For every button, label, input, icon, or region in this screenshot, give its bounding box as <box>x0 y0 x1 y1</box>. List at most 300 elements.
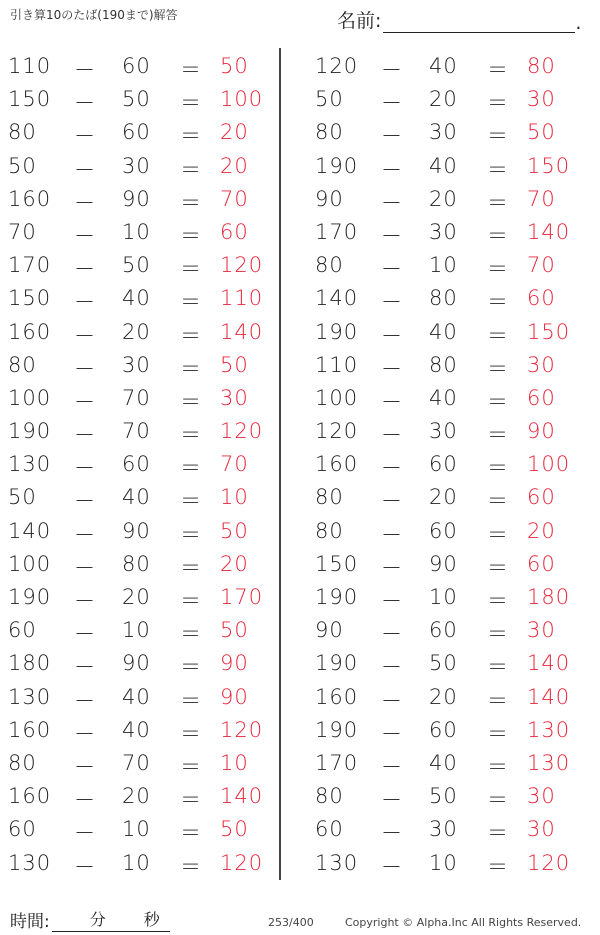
subtrahend: 50 <box>122 87 151 112</box>
subtrahend: 90 <box>429 551 458 576</box>
equals-sign: ＝ <box>180 356 202 381</box>
subtrahend: 30 <box>122 153 151 178</box>
equals-sign: ＝ <box>180 58 202 82</box>
equals-sign: ＝ <box>180 456 202 481</box>
equals-sign: ＝ <box>487 721 509 746</box>
minus-sign: － <box>381 91 403 116</box>
equals-sign: ＝ <box>487 323 509 348</box>
minuend: 170 <box>315 219 359 244</box>
minus-sign: － <box>381 721 403 746</box>
column-divider <box>279 48 281 880</box>
equals-sign: ＝ <box>487 522 509 547</box>
minuend: 170 <box>315 750 359 775</box>
minuend: 80 <box>8 352 37 377</box>
minus-sign: － <box>74 389 96 414</box>
problem-row <box>307 114 587 147</box>
seconds-label: 秒 <box>143 910 160 929</box>
subtrahend: 20 <box>429 485 458 510</box>
problem-row <box>0 446 280 479</box>
problem-row <box>0 280 280 313</box>
subtrahend: 30 <box>429 219 458 244</box>
subtrahend: 50 <box>122 253 151 278</box>
answer: 110 <box>220 286 264 311</box>
minuend: 150 <box>8 286 52 311</box>
name-end-dot: . <box>575 12 582 34</box>
answer: 50 <box>220 618 249 643</box>
problem-row <box>0 745 280 778</box>
answer: 30 <box>220 385 249 410</box>
minus-sign: － <box>74 323 96 348</box>
problem-row <box>0 579 280 612</box>
problem-row <box>307 513 587 546</box>
minus-sign: － <box>74 456 96 481</box>
equals-sign: ＝ <box>487 854 509 879</box>
minuend: 190 <box>8 585 52 609</box>
minuend: 160 <box>8 717 52 742</box>
problem-row <box>307 148 587 181</box>
minus-sign: － <box>74 655 96 680</box>
subtrahend: 20 <box>122 319 151 344</box>
minus-sign: － <box>74 555 96 580</box>
minus-sign: － <box>381 190 403 215</box>
minuend: 150 <box>315 551 359 576</box>
time-label: 時間: <box>10 912 50 932</box>
minuend: 50 <box>315 87 344 112</box>
minus-sign: － <box>74 622 96 647</box>
equals-sign: ＝ <box>487 190 509 215</box>
minus-sign: － <box>74 157 96 182</box>
answer: 120 <box>220 850 264 875</box>
subtrahend: 60 <box>122 120 151 145</box>
subtrahend: 60 <box>122 452 151 477</box>
equals-sign: ＝ <box>180 190 202 215</box>
answer: 100 <box>220 87 264 112</box>
problem-row <box>0 81 280 114</box>
subtrahend: 80 <box>122 551 151 576</box>
equals-sign: ＝ <box>180 124 202 149</box>
problem-row <box>0 645 280 678</box>
minus-sign: － <box>381 821 403 846</box>
equals-sign: ＝ <box>487 788 509 813</box>
subtrahend: 40 <box>122 485 151 510</box>
equals-sign: ＝ <box>180 91 202 116</box>
problem-row <box>0 513 280 546</box>
minuend: 80 <box>8 120 37 145</box>
problem-row <box>0 712 280 745</box>
problem-row <box>307 81 587 114</box>
minus-sign: － <box>381 290 403 315</box>
minuend: 180 <box>8 651 52 676</box>
answer: 120 <box>220 717 264 742</box>
equals-sign: ＝ <box>487 389 509 414</box>
minuend: 90 <box>315 618 344 643</box>
minuend: 90 <box>315 186 344 211</box>
subtrahend: 20 <box>122 784 151 809</box>
answer: 100 <box>527 452 571 477</box>
minuend: 50 <box>8 153 37 178</box>
subtrahend: 30 <box>429 419 458 444</box>
minus-sign: － <box>74 688 96 713</box>
problem-row <box>0 347 280 380</box>
minus-sign: － <box>74 223 96 248</box>
minus-sign: － <box>381 688 403 713</box>
minuend: 190 <box>315 651 359 676</box>
subtrahend: 90 <box>122 518 151 543</box>
problem-row <box>307 247 587 280</box>
equals-sign: ＝ <box>180 389 202 414</box>
minuend: 80 <box>8 750 37 775</box>
problem-row <box>0 479 280 512</box>
minuend: 120 <box>315 54 359 78</box>
minuend: 130 <box>8 452 52 477</box>
equals-sign: ＝ <box>487 655 509 680</box>
subtrahend: 60 <box>429 717 458 742</box>
minuend: 130 <box>8 684 52 709</box>
minus-sign: － <box>74 91 96 116</box>
minus-sign: － <box>381 58 403 82</box>
minus-sign: － <box>381 257 403 282</box>
equals-sign: ＝ <box>180 589 202 613</box>
equals-sign: ＝ <box>487 423 509 448</box>
problem-row <box>307 845 587 878</box>
minus-sign: － <box>381 356 403 381</box>
minus-sign: － <box>381 157 403 182</box>
answer: 150 <box>527 319 571 344</box>
minus-sign: － <box>381 589 403 613</box>
problem-row <box>307 314 587 347</box>
answer: 140 <box>527 219 571 244</box>
answer: 20 <box>220 153 249 178</box>
equals-sign: ＝ <box>487 622 509 647</box>
subtrahend: 90 <box>122 186 151 211</box>
answer: 140 <box>527 651 571 676</box>
problem-row <box>307 645 587 678</box>
subtrahend: 30 <box>122 352 151 377</box>
problem-row <box>0 413 280 446</box>
equals-sign: ＝ <box>487 290 509 315</box>
minus-sign: － <box>74 821 96 846</box>
answer: 170 <box>220 585 264 609</box>
subtrahend: 60 <box>429 618 458 643</box>
subtrahend: 20 <box>429 684 458 709</box>
minus-sign: － <box>74 290 96 315</box>
subtrahend: 20 <box>429 87 458 112</box>
answer: 130 <box>527 750 571 775</box>
subtrahend: 40 <box>429 319 458 344</box>
equals-sign: ＝ <box>487 58 509 82</box>
problem-row <box>307 446 587 479</box>
problem-row <box>307 612 587 645</box>
answer: 70 <box>220 186 249 211</box>
minuend: 60 <box>8 618 37 643</box>
subtrahend: 50 <box>429 651 458 676</box>
problem-row <box>0 679 280 712</box>
answer: 30 <box>527 352 556 377</box>
minus-sign: － <box>381 323 403 348</box>
answer: 50 <box>220 352 249 377</box>
equals-sign: ＝ <box>487 821 509 846</box>
answer: 30 <box>527 618 556 643</box>
minus-sign: － <box>74 124 96 149</box>
name-label: 名前: <box>337 10 382 32</box>
subtrahend: 40 <box>122 717 151 742</box>
minus-sign: － <box>381 124 403 149</box>
minuend: 150 <box>8 87 52 112</box>
subtrahend: 10 <box>429 253 458 278</box>
minus-sign: － <box>74 423 96 448</box>
equals-sign: ＝ <box>180 655 202 680</box>
minus-sign: － <box>74 754 96 779</box>
subtrahend: 20 <box>122 585 151 609</box>
minuend: 100 <box>8 551 52 576</box>
answer: 60 <box>527 286 556 311</box>
problem-row <box>0 845 280 878</box>
equals-sign: ＝ <box>487 124 509 149</box>
minus-sign: － <box>381 655 403 680</box>
minuend: 50 <box>8 485 37 510</box>
answer: 120 <box>527 850 571 875</box>
answer: 90 <box>527 419 556 444</box>
minuend: 160 <box>8 186 52 211</box>
subtrahend: 60 <box>122 54 151 78</box>
minus-sign: － <box>74 589 96 613</box>
subtrahend: 20 <box>429 186 458 211</box>
minus-sign: － <box>381 622 403 647</box>
answer: 60 <box>527 485 556 510</box>
minuend: 70 <box>8 219 37 244</box>
problem-row <box>307 48 587 81</box>
subtrahend: 40 <box>429 385 458 410</box>
equals-sign: ＝ <box>180 257 202 282</box>
minuend: 190 <box>315 717 359 742</box>
minus-sign: － <box>381 223 403 248</box>
subtrahend: 10 <box>429 850 458 875</box>
problem-row <box>307 380 587 413</box>
problem-row <box>307 413 587 446</box>
copyright-notice: Copyright © Alpha.Inc All Rights Reserved. <box>345 916 582 929</box>
subtrahend: 70 <box>122 385 151 410</box>
minuend: 170 <box>8 253 52 278</box>
minus-sign: － <box>74 854 96 879</box>
minuend: 160 <box>8 319 52 344</box>
minuend: 190 <box>315 153 359 178</box>
minuend: 110 <box>315 352 359 377</box>
worksheet-title: 引き算10のたば(190まで)解答 <box>10 8 178 22</box>
subtrahend: 40 <box>122 684 151 709</box>
answer: 120 <box>220 253 264 278</box>
equals-sign: ＝ <box>487 489 509 514</box>
minuend: 190 <box>315 319 359 344</box>
answer: 30 <box>527 784 556 809</box>
minuend: 160 <box>8 784 52 809</box>
minus-sign: － <box>74 788 96 813</box>
answer: 10 <box>220 750 249 775</box>
subtrahend: 40 <box>122 286 151 311</box>
subtrahend: 60 <box>429 518 458 543</box>
answer: 140 <box>220 319 264 344</box>
equals-sign: ＝ <box>180 754 202 779</box>
page-number: 253/400 <box>268 916 314 929</box>
answer: 60 <box>220 219 249 244</box>
equals-sign: ＝ <box>180 854 202 879</box>
problem-row <box>0 612 280 645</box>
equals-sign: ＝ <box>180 223 202 248</box>
time-blank-line <box>52 911 170 932</box>
subtrahend: 10 <box>122 618 151 643</box>
minutes-label: 分 <box>89 910 106 929</box>
equals-sign: ＝ <box>180 323 202 348</box>
problem-row <box>307 712 587 745</box>
time-field <box>10 907 170 932</box>
minus-sign: － <box>381 522 403 547</box>
problem-row <box>0 214 280 247</box>
minuend: 80 <box>315 518 344 543</box>
problem-row <box>0 380 280 413</box>
problem-row <box>0 48 280 81</box>
subtrahend: 90 <box>122 651 151 676</box>
answer: 50 <box>527 120 556 145</box>
minus-sign: － <box>381 788 403 813</box>
equals-sign: ＝ <box>180 489 202 514</box>
minus-sign: － <box>381 456 403 481</box>
name-field <box>337 6 581 33</box>
equals-sign: ＝ <box>487 356 509 381</box>
answer: 130 <box>527 717 571 742</box>
answer: 50 <box>220 817 249 842</box>
equals-sign: ＝ <box>487 456 509 481</box>
equals-sign: ＝ <box>180 522 202 547</box>
minus-sign: － <box>74 58 96 82</box>
minuend: 100 <box>8 385 52 410</box>
problem-row <box>0 314 280 347</box>
subtrahend: 80 <box>429 286 458 311</box>
answer: 150 <box>527 153 571 178</box>
subtrahend: 30 <box>429 120 458 145</box>
equals-sign: ＝ <box>180 157 202 182</box>
subtrahend: 40 <box>429 750 458 775</box>
answer: 10 <box>220 485 249 510</box>
minuend: 190 <box>8 419 52 444</box>
equals-sign: ＝ <box>487 589 509 613</box>
equals-sign: ＝ <box>487 754 509 779</box>
minus-sign: － <box>381 754 403 779</box>
equals-sign: ＝ <box>487 157 509 182</box>
minuend: 160 <box>315 684 359 709</box>
problem-row <box>0 114 280 147</box>
left-problem-column <box>0 48 280 878</box>
minus-sign: － <box>381 854 403 879</box>
problem-row <box>0 148 280 181</box>
problem-row <box>0 247 280 280</box>
answer: 30 <box>527 817 556 842</box>
answer: 60 <box>527 551 556 576</box>
equals-sign: ＝ <box>487 257 509 282</box>
minus-sign: － <box>381 389 403 414</box>
problem-row <box>307 181 587 214</box>
answer: 80 <box>527 54 556 78</box>
minus-sign: － <box>74 190 96 215</box>
subtrahend: 50 <box>429 784 458 809</box>
subtrahend: 80 <box>429 352 458 377</box>
answer: 30 <box>527 87 556 112</box>
equals-sign: ＝ <box>180 555 202 580</box>
answer: 180 <box>527 585 571 609</box>
minuend: 190 <box>315 585 359 609</box>
minuend: 140 <box>315 286 359 311</box>
minuend: 120 <box>315 419 359 444</box>
subtrahend: 10 <box>122 219 151 244</box>
minuend: 140 <box>8 518 52 543</box>
answer: 140 <box>220 784 264 809</box>
minuend: 60 <box>8 817 37 842</box>
minuend: 110 <box>8 54 52 78</box>
subtrahend: 10 <box>122 850 151 875</box>
problem-row <box>0 811 280 844</box>
minuend: 60 <box>315 817 344 842</box>
answer: 20 <box>527 518 556 543</box>
problem-row <box>307 679 587 712</box>
answer: 90 <box>220 651 249 676</box>
subtrahend: 70 <box>122 750 151 775</box>
subtrahend: 70 <box>122 419 151 444</box>
problem-row <box>0 778 280 811</box>
answer: 20 <box>220 551 249 576</box>
problem-row <box>307 778 587 811</box>
answer: 70 <box>527 253 556 278</box>
problem-row <box>0 546 280 579</box>
minus-sign: － <box>74 522 96 547</box>
problem-row <box>307 579 587 612</box>
minus-sign: － <box>381 423 403 448</box>
equals-sign: ＝ <box>487 688 509 713</box>
minus-sign: － <box>381 555 403 580</box>
equals-sign: ＝ <box>180 721 202 746</box>
equals-sign: ＝ <box>487 91 509 116</box>
answer: 140 <box>527 684 571 709</box>
minus-sign: － <box>74 721 96 746</box>
problem-row <box>307 347 587 380</box>
problem-row <box>0 181 280 214</box>
equals-sign: ＝ <box>180 622 202 647</box>
minuend: 80 <box>315 120 344 145</box>
problem-row <box>307 546 587 579</box>
equals-sign: ＝ <box>487 555 509 580</box>
answer: 70 <box>220 452 249 477</box>
answer: 70 <box>527 186 556 211</box>
problem-row <box>307 811 587 844</box>
minuend: 100 <box>315 385 359 410</box>
equals-sign: ＝ <box>180 788 202 813</box>
problem-row <box>307 479 587 512</box>
subtrahend: 40 <box>429 54 458 78</box>
problem-row <box>307 214 587 247</box>
right-problem-column <box>307 48 587 878</box>
answer: 50 <box>220 518 249 543</box>
equals-sign: ＝ <box>180 290 202 315</box>
answer: 20 <box>220 120 249 145</box>
answer: 90 <box>220 684 249 709</box>
minus-sign: － <box>74 489 96 514</box>
answer: 60 <box>527 385 556 410</box>
minuend: 160 <box>315 452 359 477</box>
answer: 120 <box>220 419 264 444</box>
subtrahend: 40 <box>429 153 458 178</box>
minuend: 130 <box>8 850 52 875</box>
subtrahend: 10 <box>122 817 151 842</box>
equals-sign: ＝ <box>487 223 509 248</box>
subtrahend: 30 <box>429 817 458 842</box>
minuend: 130 <box>315 850 359 875</box>
